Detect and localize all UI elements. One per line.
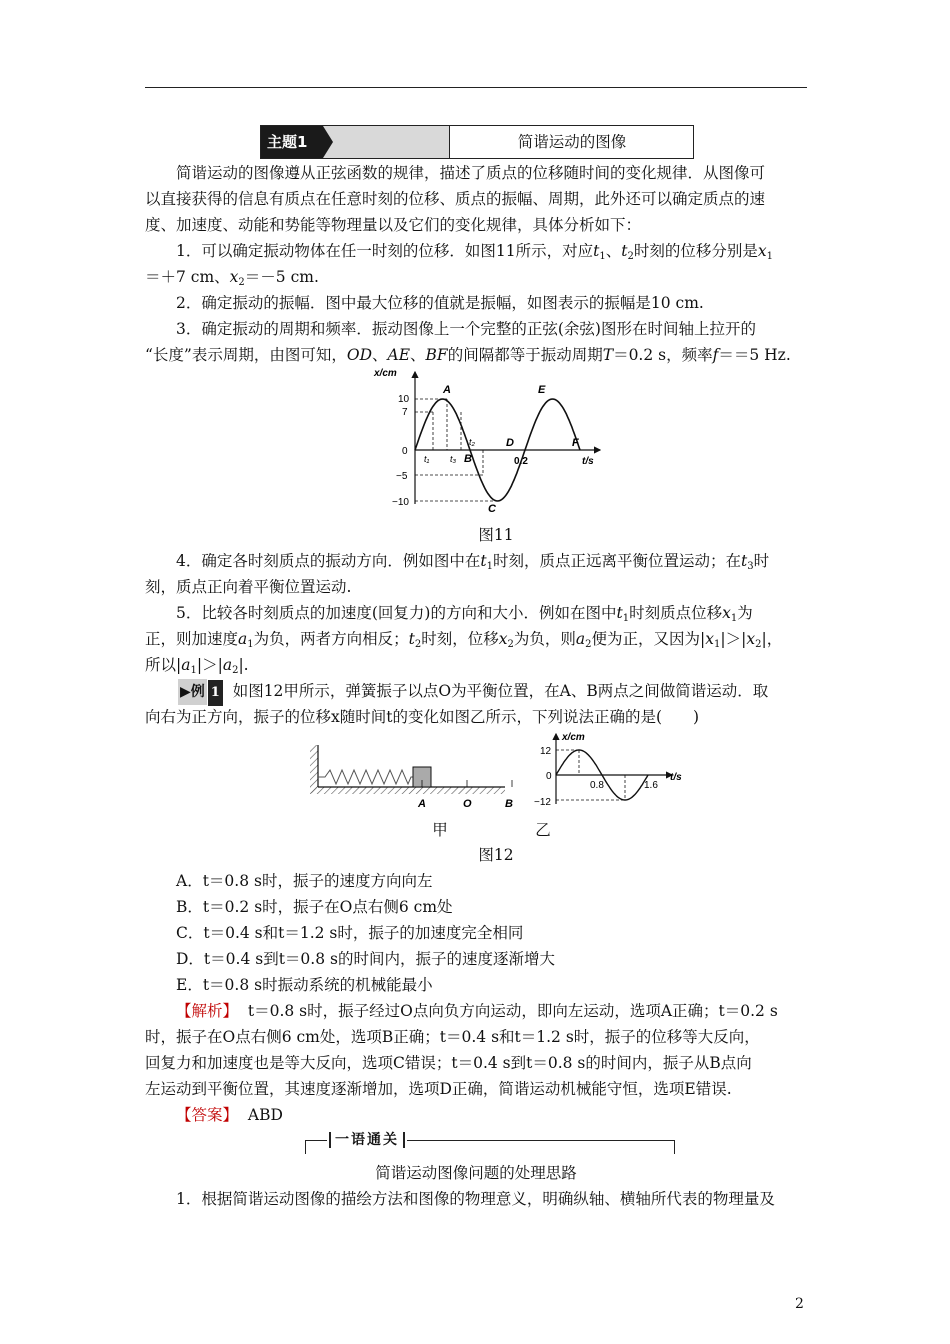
analysis-line-4: 左运动到平衡位置，其速度逐渐增加，选项D正确，简谐运动机械能守恒，选项E错误. xyxy=(145,1080,732,1098)
wall xyxy=(310,745,318,793)
figure-12-left-label: 甲 xyxy=(432,821,448,839)
top-rule xyxy=(145,87,807,88)
figure-12-right-label: 乙 xyxy=(535,821,551,839)
t2-label: t₂ xyxy=(469,437,475,447)
summary-title: 简谐运动图像问题的处理思路 xyxy=(375,1164,577,1182)
spring xyxy=(318,770,413,784)
example-tag: ▶例 xyxy=(178,679,207,705)
point-E: E xyxy=(538,384,546,396)
point-1: 1．可以确定振动物体在任一时刻的位移．如图11所示，对应$t_1$、$t_2$时刻的位移分别是$x_1$ xyxy=(176,242,773,262)
option-E: E．t＝0.8 s时振动系统的机械能最小 xyxy=(176,976,433,994)
graph-ytick-0: 0 xyxy=(546,771,552,782)
section-tag xyxy=(261,126,449,158)
analysis-label: 【解析】 xyxy=(176,1002,239,1020)
ytick-10: 10 xyxy=(398,394,410,405)
summary-label: 一语通关 xyxy=(327,1128,407,1152)
summary-line-1: 1．根据简谐运动图像的描绘方法和图像的物理意义，明确纵轴、横轴所代表的物理量及 xyxy=(176,1190,775,1208)
xtick-0-2: 0.2 xyxy=(514,456,528,467)
point-C: C xyxy=(488,503,496,515)
point-4-cont: 刻，质点正向着平衡位置运动. xyxy=(145,578,352,596)
example-1-line-1: ▶例 1 如图12甲所示，弹簧振子以点O为平衡位置，在A、B两点之间做简谐运动．取 xyxy=(178,678,807,706)
ytick-7: 7 xyxy=(402,407,408,418)
answer-label: 【答案】 xyxy=(176,1106,239,1124)
point-5: 5．比较各时刻质点的加速度(回复力)的方向和大小．例如在图中$t_1$时刻质点位移$x_1$为 xyxy=(176,604,753,624)
point-D: D xyxy=(506,437,514,449)
ytick-neg5: −5 xyxy=(396,471,408,482)
intro-line-2: 以直接获得的信息有质点在任意时刻的位移、质点的振幅、周期，此外还可以确定质点的速 xyxy=(145,190,766,208)
point-B: B xyxy=(464,453,472,465)
label-B: B xyxy=(505,798,513,810)
summary-banner xyxy=(305,1128,675,1154)
point-4: 4．确定各时刻质点的振动方向．例如图中在$t_1$时刻，质点正远离平衡位置运动；在$t_3$时 xyxy=(176,552,770,572)
analysis-line-3: 回复力和加速度也是等大反向，选项C错误；t＝0.4 s到t＝0.8 s的时间内，振子从B点向 xyxy=(145,1054,752,1072)
section-title: 简谐运动的图像 xyxy=(449,126,694,158)
point-2: 2．确定振动的振幅．图中最大位移的值就是振幅，如图表示的振幅是10 cm. xyxy=(176,294,704,312)
example-1-line-2: 向右为正方向，振子的位移x随时间t的变化如图乙所示，下列说法正确的是( ) xyxy=(145,708,700,726)
answer-value: ABD xyxy=(247,1106,283,1124)
page-number: 2 xyxy=(795,1296,804,1312)
point-F: F xyxy=(572,437,579,449)
graph-xlabel: t/s xyxy=(670,772,682,783)
point-1-cont: ＝＋7 cm、$x_2=-5$ cm. xyxy=(145,268,319,288)
y-axis-label: x/cm xyxy=(374,368,397,379)
label-A: A xyxy=(418,798,426,810)
analysis-line-1: 【解析】 t＝0.8 s时，振子经过O点向负方向运动，即向左运动，选项A正确；t＝0.2 s xyxy=(176,1002,778,1020)
ytick-neg10: −10 xyxy=(392,497,409,508)
graph-xtick-1-6: 1.6 xyxy=(644,780,658,791)
answer-line xyxy=(176,1102,807,1128)
analysis-line-2: 时，振子在O点右侧6 cm处，选项B正确；t＝0.4 s和t＝1.2 s时，振子的位移等大反向， xyxy=(145,1028,760,1046)
section-header xyxy=(260,125,694,159)
option-C: C．t＝0.4 s和t＝1.2 s时，振子的加速度完全相同 xyxy=(176,924,524,942)
figure-12-caption: 图12 xyxy=(478,846,514,864)
point-3: 3．确定振动的周期和频率．振动图像上一个完整的正弦(余弦)图形在时间轴上拉开的 xyxy=(176,320,756,338)
t3-label: t₃ xyxy=(450,454,457,464)
graph-ytick-neg12: −12 xyxy=(534,797,551,808)
label-O: O xyxy=(463,798,472,810)
ytick-0: 0 xyxy=(402,446,408,457)
point-A: A xyxy=(443,384,451,396)
point-5-cont: 正，则加速度$a_1$为负，两者方向相反；$t_2$时刻，位移$x_2$为负，则$a_2$便为正，又因为$|x_1|>|x_2|$， xyxy=(145,630,783,650)
example-number: 1 xyxy=(208,680,223,706)
figure-12-spring xyxy=(305,735,513,815)
option-D: D．t＝0.4 s到t＝0.8 s的时间内，振子的速度逐渐增大 xyxy=(176,950,555,968)
figure-11-caption: 图11 xyxy=(478,526,514,544)
figure-12-graph xyxy=(520,728,690,808)
graph-ytick-12: 12 xyxy=(540,746,552,757)
figure-11-chart xyxy=(360,364,620,524)
x-axis-label: t/s xyxy=(582,456,594,467)
section-tag-label: 主题1 xyxy=(261,126,323,158)
graph-xtick-0-8: 0.8 xyxy=(590,780,604,791)
floor xyxy=(310,787,505,794)
intro-line-1: 简谐运动的图像遵从正弦函数的规律，描述了质点的位移随时间的变化规律．从图像可 xyxy=(176,164,766,182)
intro-line-3: 度、加速度、动能和势能等物理量以及它们的变化规律，具体分析如下： xyxy=(145,216,642,234)
option-B: B．t＝0.2 s时，振子在O点右侧6 cm处 xyxy=(176,898,453,916)
graph-ylabel: x/cm xyxy=(562,732,585,743)
t1-label: t₁ xyxy=(424,454,430,464)
option-A: A．t＝0.8 s时，振子的速度方向向左 xyxy=(176,872,433,890)
point-3-cont: “长度”表示周期，由图可知，OD、AE、BF的间隔都等于振动周期T＝0.2 s，频率f＝＝5 Hz. xyxy=(145,346,791,364)
point-5-end: 所以$|a_1|>|a_2|$. xyxy=(145,656,249,676)
